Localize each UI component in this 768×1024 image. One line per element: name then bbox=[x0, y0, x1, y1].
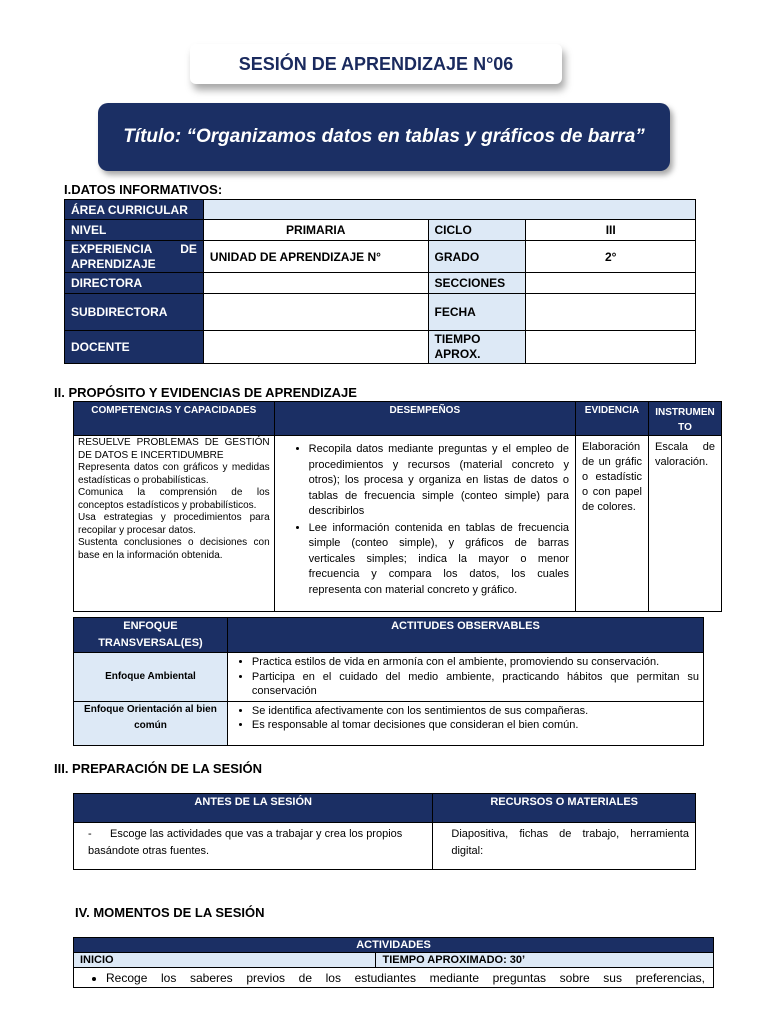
directora-label: DIRECTORA bbox=[65, 273, 204, 294]
section-preparacion: III. PREPARACIÓN DE LA SESIÓN bbox=[54, 761, 263, 776]
momentos-table bbox=[73, 937, 714, 988]
competencias-table bbox=[73, 401, 722, 612]
capacidad-2: Comunica la comprensión de los conceptos estadísticos y probabilísticos. bbox=[78, 487, 270, 511]
header-instrumento: INSTRUMENTO bbox=[649, 402, 722, 436]
header-antes: ANTES DE LA SESIÓN bbox=[74, 794, 433, 823]
grado-value: 2° bbox=[526, 241, 696, 273]
enfoque-bien-comun-label: Enfoque Orientación al bien común bbox=[74, 701, 228, 745]
enfoque-ambiental-label: Enfoque Ambiental bbox=[74, 653, 228, 702]
instrumento-cell: Escala de valoración. bbox=[649, 436, 722, 612]
ciclo-label: CICLO bbox=[428, 220, 526, 241]
capacidad-4: Sustenta conclusiones o decisiones con base en la información obtenida. bbox=[78, 537, 270, 561]
desempeno-item: • Recopila datos mediante preguntas y el empleo de procedimientos y recursos (material concreto y otros); los procesa y organiza en listas de datos o tablas de frecuencia simple (conteo simple) para describirlos bbox=[309, 442, 569, 520]
tiempo-label: TIEMPO APROX. bbox=[428, 331, 526, 364]
header-desempenos: DESEMPEÑOS bbox=[274, 402, 575, 436]
evidencia-cell: Elaboración de un gráfico estadístico con papel de colores. bbox=[576, 436, 649, 612]
competencia-cell bbox=[74, 436, 275, 612]
fecha-value bbox=[526, 294, 696, 331]
header-recursos: RECURSOS O MATERIALES bbox=[433, 794, 696, 823]
preparacion-table bbox=[73, 793, 696, 870]
secciones-label: SECCIONES bbox=[428, 273, 526, 294]
tiempo-value bbox=[526, 331, 696, 364]
docente-value bbox=[203, 331, 428, 364]
enfoque-ambiental-actitudes bbox=[227, 653, 703, 702]
enfoque-bien-comun-actitudes bbox=[227, 701, 703, 745]
capacidad-3: Usa estrategias y procedimientos para recopilar y procesar datos. bbox=[78, 512, 270, 536]
area-label: ÁREA CURRICULAR bbox=[65, 200, 204, 220]
section-momentos: IV. MOMENTOS DE LA SESIÓN bbox=[75, 905, 265, 920]
desempenos-cell bbox=[274, 436, 575, 612]
header-actividades: ACTIVIDADES bbox=[74, 938, 714, 953]
experiencia-label: EXPERIENCIA DE APRENDIZAJE bbox=[65, 241, 204, 273]
ciclo-value: III bbox=[526, 220, 696, 241]
inicio-label: INICIO bbox=[74, 953, 376, 968]
nivel-value: PRIMARIA bbox=[203, 220, 428, 241]
docente-label: DOCENTE bbox=[65, 331, 204, 364]
datos-informativos-table bbox=[64, 199, 696, 364]
header-enfoque: ENFOQUE TRANSVERSAL(ES) bbox=[74, 618, 228, 653]
recursos-cell: Diapositiva, fichas de trabajo, herramienta digital: bbox=[433, 823, 696, 870]
session-title: SESIÓN DE APRENDIZAJE N°06 bbox=[190, 44, 562, 84]
section-datos-informativos: I.DATOS INFORMATIVOS: bbox=[64, 182, 223, 197]
nivel-label: NIVEL bbox=[65, 220, 204, 241]
actitud-item: • Es responsable al tomar decisiones que consideran el bien común. bbox=[252, 718, 699, 733]
antes-cell: - Escoge las actividades que vas a trabajar y crea los propios basándote otras fuentes. bbox=[74, 823, 433, 870]
experiencia-value: UNIDAD DE APRENDIZAJE N° bbox=[203, 241, 428, 273]
desempeno-item: • Lee información contenida en tablas de frecuencia simple (conteo simple), y gráficos de barras verticales simples; indica la mayor o menor frecuencia y compara los datos, los cuales representa con material concreto y gráfico. bbox=[309, 521, 569, 599]
inicio-actividades bbox=[74, 968, 714, 988]
actividad-item: • Recoge los saberes previos de los estudiantes mediante preguntas sobre sus preferencias, bbox=[106, 970, 705, 986]
competencia-title: RESUELVE PROBLEMAS DE GESTIÓN DE DATOS E INCERTIDUMBRE bbox=[78, 437, 270, 461]
directora-value bbox=[203, 273, 428, 294]
secciones-value bbox=[526, 273, 696, 294]
enfoques-table bbox=[73, 617, 704, 746]
grado-label: GRADO bbox=[428, 241, 526, 273]
actitud-item: • Practica estilos de vida en armonía con el ambiente, promoviendo su conservación. bbox=[252, 655, 699, 670]
header-competencias: COMPETENCIAS Y CAPACIDADES bbox=[74, 402, 275, 436]
section-proposito: II. PROPÓSITO Y EVIDENCIAS DE APRENDIZAJE bbox=[54, 385, 357, 400]
header-actitudes: ACTITUDES OBSERVABLES bbox=[227, 618, 703, 653]
actitud-item: • Participa en el cuidado del medio ambiente, practicando hábitos que permitan su conservación bbox=[252, 670, 699, 699]
capacidad-1: Representa datos con gráficos y medidas estadísticas o probabilísticas. bbox=[78, 462, 270, 486]
fecha-label: FECHA bbox=[428, 294, 526, 331]
session-topic-banner: Título: “Organizamos datos en tablas y gráficos de barra” bbox=[98, 103, 670, 171]
header-evidencia: EVIDENCIA bbox=[576, 402, 649, 436]
actitud-item: • Se identifica afectivamente con los sentimientos de sus compañeras. bbox=[252, 704, 699, 719]
tiempo-aproximado: TIEMPO APROXIMADO: 30’ bbox=[376, 953, 714, 968]
subdirectora-value bbox=[203, 294, 428, 331]
subdirectora-label: SUBDIRECTORA bbox=[65, 294, 204, 331]
area-value bbox=[203, 200, 695, 220]
